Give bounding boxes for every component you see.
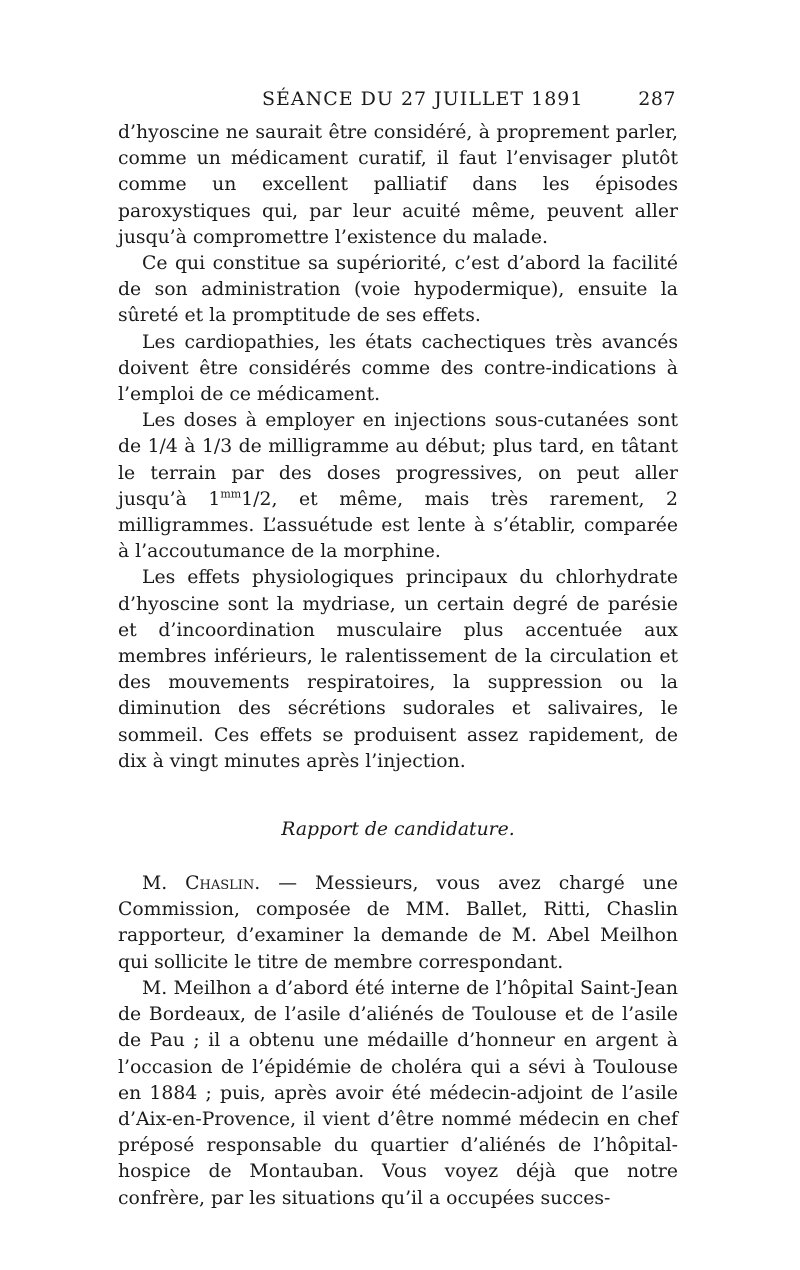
running-head xyxy=(118,88,678,120)
running-title: SÉANCE DU 27 JUILLET 1891 xyxy=(262,88,584,110)
section-heading: Rapport de candidature. xyxy=(281,819,515,841)
page-number: 287 xyxy=(638,88,676,110)
paragraph-effects: Les effets physiologiques principaux du chlorhydrate d’hyoscine sont la mydriase, un certain degré de parésie et d’incoordination musculaire plus accentuée aux membres inférieurs, le ralentissement de la circulation et des mouvements respiratoires, la suppression ou la diminution des sécrétions sudorales et salivaires, le sommeil. Ces effets se produisent assez rapidement, de dix à vingt minutes après l’injection. xyxy=(118,567,678,772)
paragraph-report-career: M. Meilhon a d’abord été interne de l’hôpital Saint-Jean de Bordeaux, de l’asile d’aliénés de Toulouse et de l’asile de Pau ; il a obtenu une médaille d’honneur en argent à l’occasion de l’épidémie de choléra qui a sévi à Toulouse en 1884 ; puis, après avoir été médecin-adjoint de l’asile d’Aix-en-Provence, il vient d’être nommé médecin en chef préposé responsable du quartier d’aliénés de l’hôpital-hospice de Montauban. Vous voyez déjà que notre confrère, par les situations qu’il a occupées succes- xyxy=(118,977,678,1209)
paragraph-doses xyxy=(118,408,678,565)
doses-text-before: Les doses à employer en injections sous-cutanées sont de 1/4 à 1/3 de milligramme au début; plus tard, en tâtant le terrain par des doses progressives, on peut aller jusqu’à 1 xyxy=(118,410,678,510)
paragraph-contraindications: Les cardiopathies, les états cachectiques très avancés doivent être considérés comme des contre-indications à l’emploi de ce médicament. xyxy=(118,331,678,406)
book-page xyxy=(118,88,678,1212)
doses-unit-superscript: mm xyxy=(220,487,242,501)
paragraph-continuation: d’hyoscine ne saurait être considéré, à proprement parler, comme un médicament curatif, il faut l’envisager plutôt comme un excellent palliatif dans les épisodes paroxystiques qui, par leur acuité même, peuvent aller jusqu’à compromettre l’existence du malade. xyxy=(118,122,678,248)
paragraph-superiority: Ce qui constitue sa supériorité, c’est d’abord la facilité de son administration (voie hypodermique), ensuite la sûreté et la promptitude de ses effets. xyxy=(118,253,678,327)
paragraph-report-intro xyxy=(118,871,678,976)
speaker-name: M. Chaslin. xyxy=(142,873,261,895)
report-intro-body: — Messieurs, vous avez chargé une Commission, composée de MM. Ballet, Ritti, Chaslin rapporteur, d’examiner la demande de M. Abel Meilhon qui sollicite le titre de membre correspondant. xyxy=(118,873,678,973)
doses-text-after: 1/2, et même, mais très rarement, 2 milligrammes. L’assuétude est lente à s’établir, comparée à l’accoutumance de la morphine. xyxy=(118,488,678,563)
